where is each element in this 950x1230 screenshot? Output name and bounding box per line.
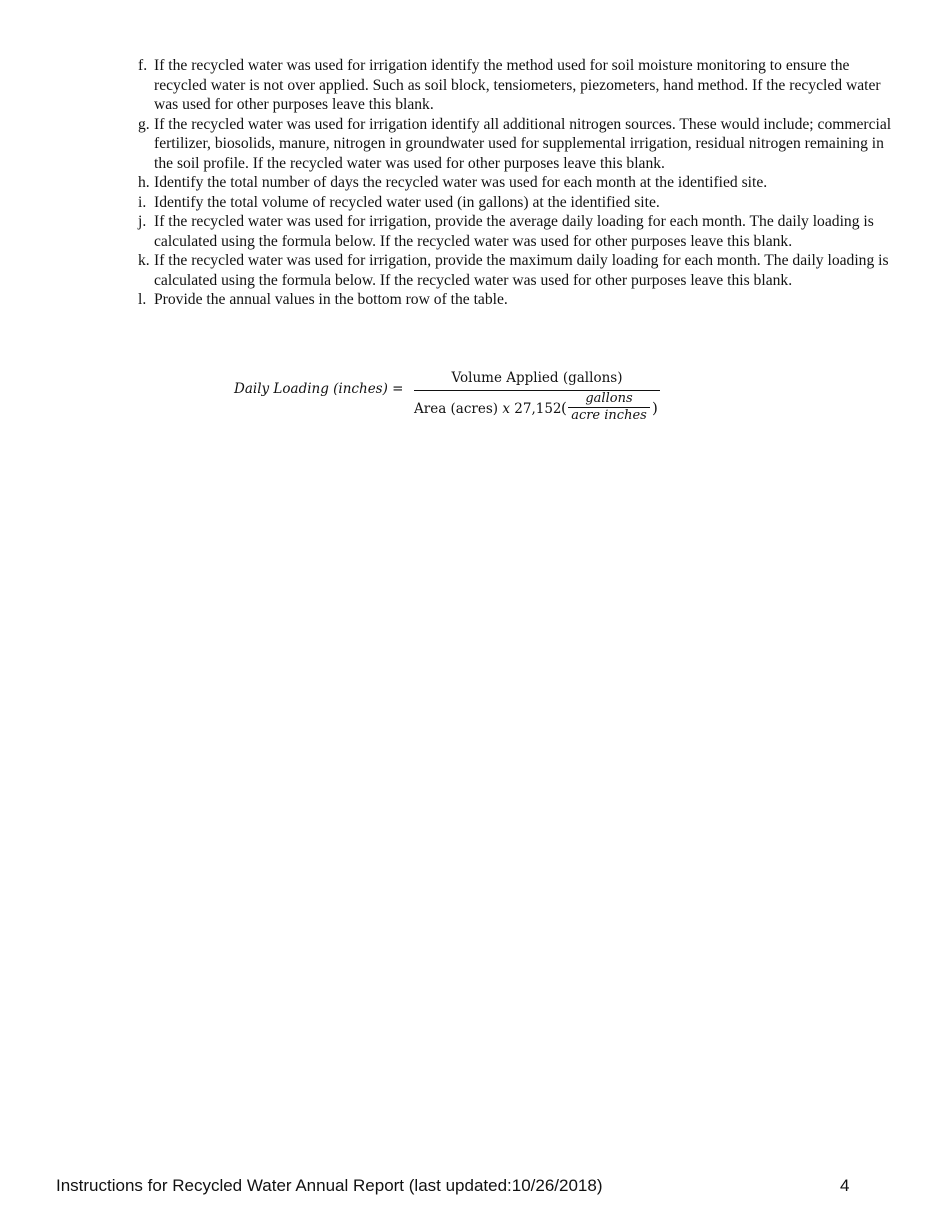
- list-marker: k.: [138, 252, 150, 269]
- close-paren: ): [652, 399, 658, 417]
- denominator-multiply: x: [502, 401, 510, 417]
- denominator-text: [414, 401, 562, 417]
- unit-fraction: [568, 391, 650, 424]
- denominator-constant: 27,152: [509, 401, 562, 417]
- list-item-l: [138, 290, 898, 310]
- unit-denominator: acre inches: [571, 408, 647, 423]
- formula-lhs: [234, 381, 403, 397]
- formula-denominator: [414, 391, 660, 425]
- list-item-text: If the recycled water was used for irrigation identify all additional nitrogen sources. These would include; commercial fertilizer, biosolids, manure, nitrogen in groundwater used for supplemental irrigation, residual nitrogen remaining in the soil profile. If the recycled water was used for other purposes leave this blank.: [154, 115, 892, 172]
- list-item-i: [138, 193, 898, 213]
- formula-equals: =: [392, 381, 404, 397]
- list-item-text: If the recycled water was used for irrigation identify the method used for soil moisture monitoring to ensure the recycled water is not over applied. Such as soil block, tensiometers, piezometers, hand method. If the recycled water was used for other purposes leave this blank.: [154, 57, 881, 113]
- page-number: 4: [840, 1176, 850, 1195]
- instruction-list: [138, 56, 898, 310]
- list-item-text: Provide the annual values in the bottom row of the table.: [154, 291, 508, 308]
- unit-numerator: gallons: [585, 391, 633, 406]
- list-item-f: [138, 56, 898, 115]
- list-item-h: [138, 173, 898, 193]
- list-item-text: Identify the total number of days the recycled water was used for each month at the identified site.: [154, 174, 768, 191]
- list-item-text: Identify the total volume of recycled water used (in gallons) at the identified site.: [154, 193, 660, 211]
- list-item-text: If the recycled water was used for irrigation, provide the maximum daily loading for each month. The daily loading is calculated using the formula below. If the recycled water was used for other purposes leave this blank.: [154, 252, 889, 289]
- list-item-text: If the recycled water was used for irrigation, provide the average daily loading for each month. The daily loading is calculated using the formula below. If the recycled water was used for other purposes leave this blank.: [154, 213, 874, 250]
- open-paren: (: [561, 399, 567, 417]
- list-marker: i.: [138, 193, 147, 211]
- list-item-k: [138, 251, 898, 290]
- footer-title: Instructions for Recycled Water Annual Report (last updated:10/26/2018): [56, 1176, 603, 1195]
- formula-lhs-text: Daily Loading (inches): [234, 381, 388, 397]
- list-marker: f.: [138, 57, 148, 74]
- list-marker: j.: [138, 213, 147, 230]
- list-marker: h.: [138, 174, 150, 191]
- list-item-j: [138, 212, 898, 251]
- denominator-prefix: Area (acres): [414, 401, 503, 417]
- list-item-g: [138, 115, 898, 174]
- list-marker: g.: [138, 115, 150, 133]
- formula-fraction: [414, 368, 660, 425]
- list-marker: l.: [138, 291, 147, 308]
- formula-numerator: Volume Applied (gallons): [451, 370, 623, 386]
- daily-loading-formula: [234, 368, 674, 428]
